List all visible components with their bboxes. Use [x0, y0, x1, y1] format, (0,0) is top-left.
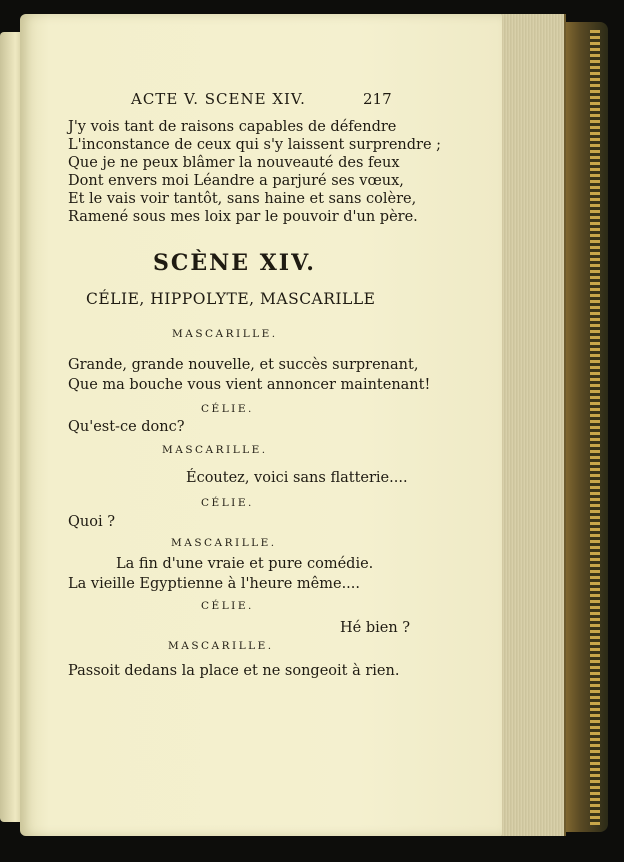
- speaker-name: MASCARILLE.: [172, 328, 278, 340]
- dialogue-line: La vieille Egyptienne à l'heure même....: [68, 576, 361, 592]
- speaker-name: MASCARILLE.: [162, 444, 268, 456]
- verse-line: Dont envers moi Léandre a parjuré ses vœux,: [68, 173, 404, 189]
- dialogue-line: Grande, grande nouvelle, et succès surprenant,: [68, 357, 419, 373]
- dialogue-line: Quoi ?: [68, 514, 115, 530]
- dialogue-line: Qu'est-ce donc?: [68, 419, 185, 435]
- speaker-name: CÉLIE.: [201, 600, 254, 612]
- verse-line: Et le vais voir tantôt, sans haine et sans colère,: [68, 191, 417, 207]
- speaker-name: CÉLIE.: [201, 403, 254, 415]
- running-head: ACTE V. SCENE XIV.: [131, 90, 306, 108]
- dialogue-line: Hé bien ?: [340, 620, 411, 636]
- speaker-name: MASCARILLE.: [168, 640, 274, 652]
- dialogue-line: Que ma bouche vous vient annoncer maintenant!: [68, 377, 431, 393]
- verse-line: J'y vois tant de raisons capables de défendre: [68, 119, 397, 135]
- scene-title: SCÈNE XIV.: [153, 250, 316, 276]
- speaker-name: MASCARILLE.: [171, 537, 277, 549]
- page-number: 217: [363, 90, 392, 108]
- verse-line: Que je ne peux blâmer la nouveauté des feux: [68, 155, 400, 171]
- verse-line: L'inconstance de ceux qui s'y laissent surprendre ;: [68, 137, 442, 153]
- dialogue-line: Écoutez, voici sans flatterie....: [186, 470, 408, 486]
- dialogue-line: Passoit dedans la place et ne songeoit à rien.: [68, 663, 400, 679]
- verse-line: Ramené sous mes loix par le pouvoir d'un père.: [68, 209, 418, 225]
- speaker-name: CÉLIE.: [201, 497, 254, 509]
- cast-list: CÉLIE, HIPPOLYTE, MASCARILLE: [86, 290, 376, 308]
- dialogue-line: La fin d'une vraie et pure comédie.: [116, 556, 374, 572]
